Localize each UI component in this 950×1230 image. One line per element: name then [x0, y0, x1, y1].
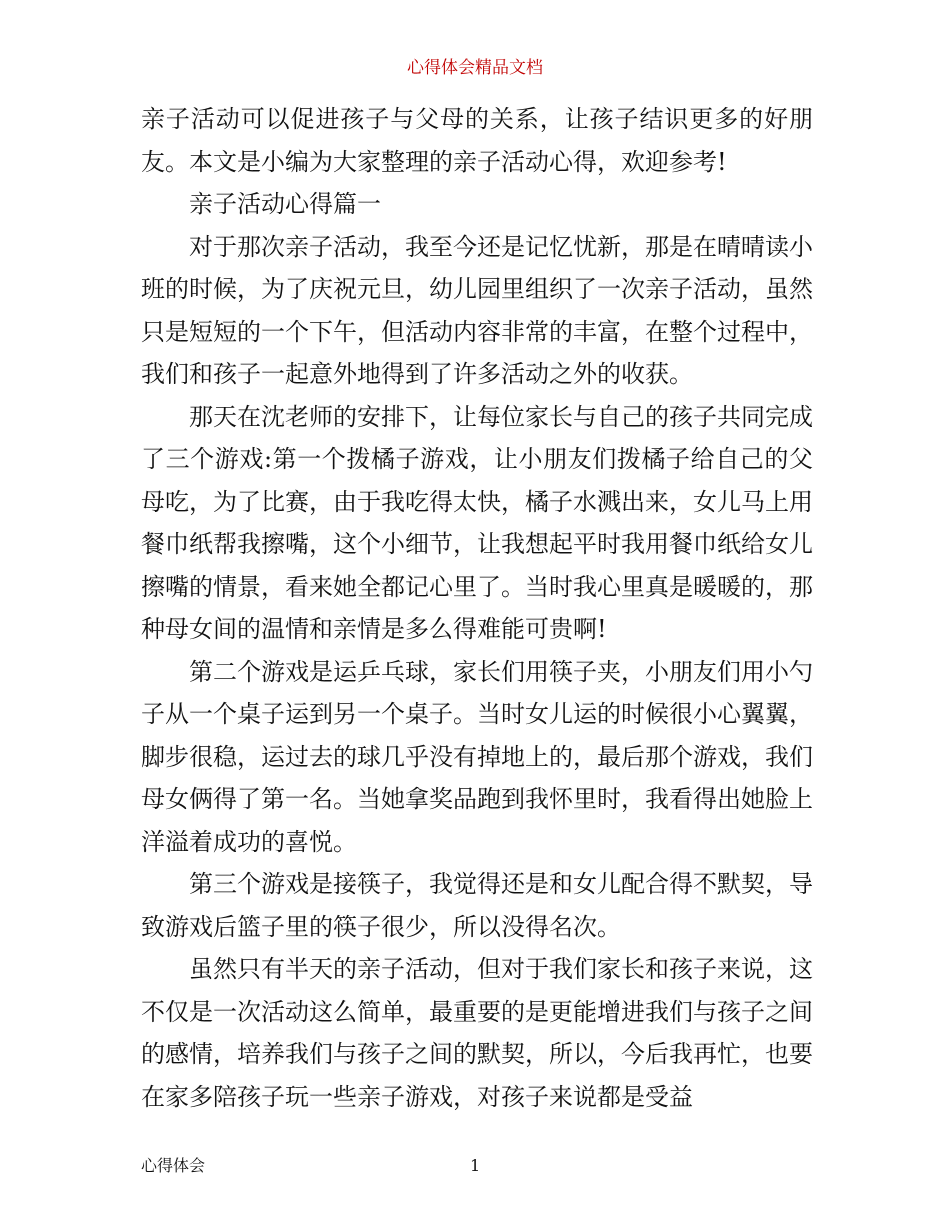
page-header-title: 心得体会精品文档: [407, 58, 543, 78]
body-paragraph: 那天在沈老师的安排下，让每位家长与自己的孩子共同完成了三个游戏:第一个拨橘子游戏，让小朋友们拨橘子给自己的父母吃，为了比赛，由于我吃得太快，橘子水溅出来，女儿马上用餐巾纸帮我擦嘴，这个小细节，让我想起平时我用餐巾纸给女儿擦嘴的情景，看来她全都记心里了。当时我心里真是暖暖的，那种母女间的温情和亲情是多么得难能可贵啊!: [141, 402, 813, 643]
page-footer-label: 心得体会: [141, 1156, 206, 1175]
page-number: 1: [470, 1156, 481, 1175]
body-paragraph: 第二个游戏是运乒乓球，家长们用筷子夹，小朋友们用小勺子从一个桌子运到另一个桌子。当时女儿运的时候很小心翼翼，脚步很稳，运过去的球几乎没有掉地上的，最后那个游戏，我们母女俩得了第一名。当她拿奖品跑到我怀里时，我看得出她脸上洋溢着成功的喜悦。: [141, 657, 813, 856]
intro-paragraph: 亲子活动可以促进孩子与父母的关系，让孩子结识更多的好朋友。本文是小编为大家整理的亲子活动心得，欢迎参考!: [141, 105, 813, 176]
body-paragraph: 对于那次亲子活动，我至今还是记忆忧新，那是在晴晴读小班的时候，为了庆祝元旦，幼儿园里组织了一次亲子活动，虽然只是短短的一个下午，但活动内容非常的丰富，在整个过程中，我们和孩子一起意外地得到了许多活动之外的收获。: [141, 232, 813, 388]
body-paragraph: 第三个游戏是接筷子，我觉得还是和女儿配合得不默契，导致游戏后篮子里的筷子很少，所以没得名次。: [141, 870, 813, 941]
document-body: [141, 98, 813, 1118]
body-paragraph: 虽然只有半天的亲子活动，但对于我们家长和孩子来说，这不仅是一次活动这么简单，最重要的是更能增进我们与孩子之间的感情，培养我们与孩子之间的默契，所以，今后我再忙，也要在家多陪孩子玩一些亲子游戏，对孩子来说都是受益: [141, 955, 813, 1111]
section-title: 亲子活动心得篇一: [189, 190, 381, 218]
